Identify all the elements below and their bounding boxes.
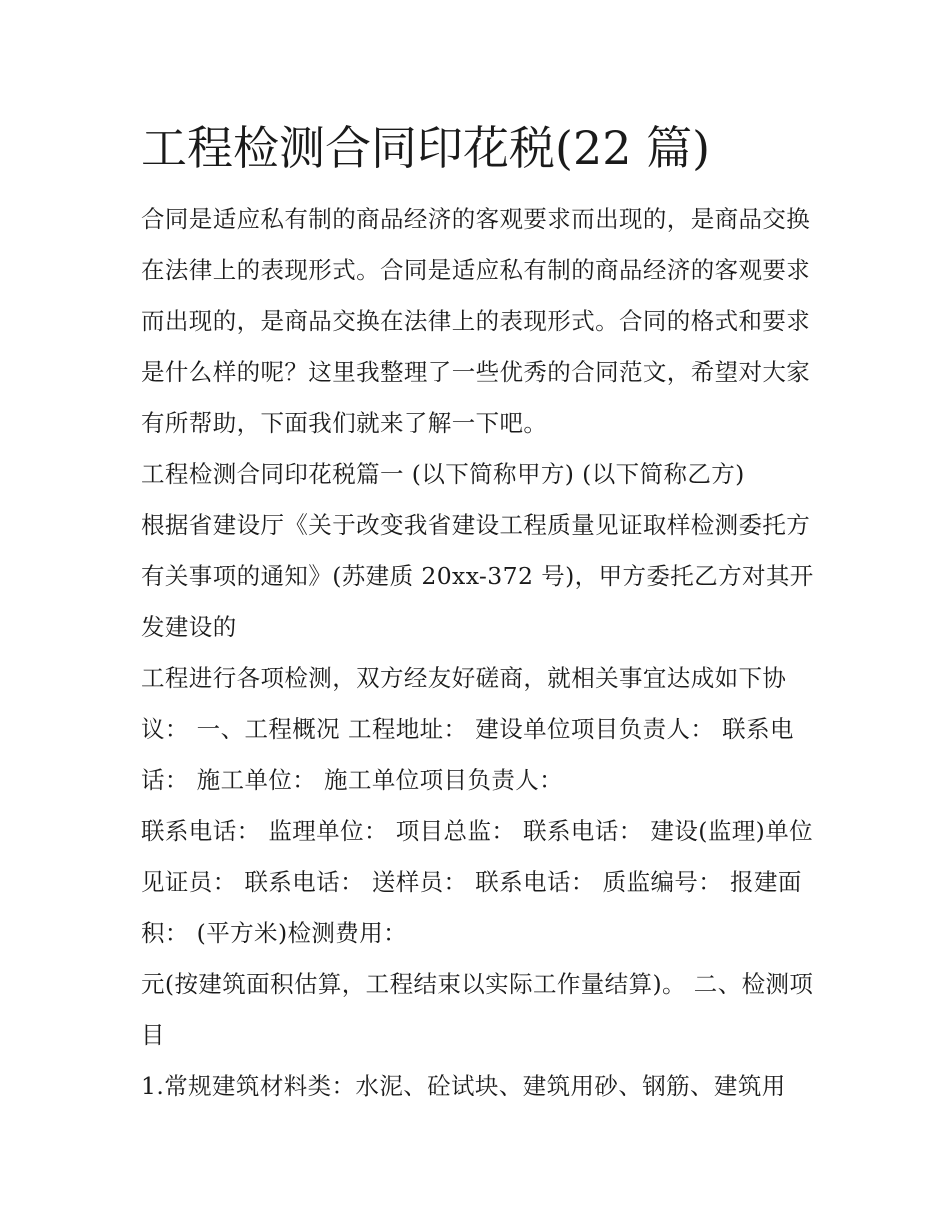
paragraph-basis: 根据省建设厅《关于改变我省建设工程质量见证取样检测委托方有关事项的通知》(苏建质 20xx-372 号)，甲方委托乙方对其开发建设的 bbox=[141, 511, 814, 641]
document-title: 工程检测合同印花税(22 篇) bbox=[141, 121, 711, 175]
document-page bbox=[141, 118, 821, 1112]
paragraph-section-heading: 工程检测合同印花税篇一 (以下简称甲方) (以下简称乙方) bbox=[141, 460, 745, 488]
paragraph-intro: 合同是适应私有制的商品经济的客观要求而出现的，是商品交换在法律上的表现形式。合同是适应私有制的商品经济的客观要求而出现的，是商品交换在法律上的表现形式。合同的格式和要求是什么样的呢？这里我整理了一些优秀的合同范文，希望对大家有所帮助，下面我们就来了解一下吧。 bbox=[141, 205, 811, 437]
paragraph-contacts: 联系电话： 监理单位： 项目总监： 联系电话： 建设(监理)单位见证员： 联系电话： 送样员： 联系电话： 质监编号： 报建面积： (平方米)检测费用： bbox=[141, 817, 814, 947]
paragraph-materials: 1.常规建筑材料类：水泥、砼试块、建筑用砂、钢筋、建筑用 bbox=[141, 1072, 786, 1100]
paragraph-fee: 元(按建筑面积估算，工程结束以实际工作量结算)。 二、检测项目 bbox=[141, 970, 814, 1049]
paragraph-agreement: 工程进行各项检测，双方经友好磋商，就相关事宜达成如下协议： 一、工程概况 工程地址： 建设单位项目负责人： 联系电话： 施工单位： 施工单位项目负责人： bbox=[141, 664, 794, 794]
